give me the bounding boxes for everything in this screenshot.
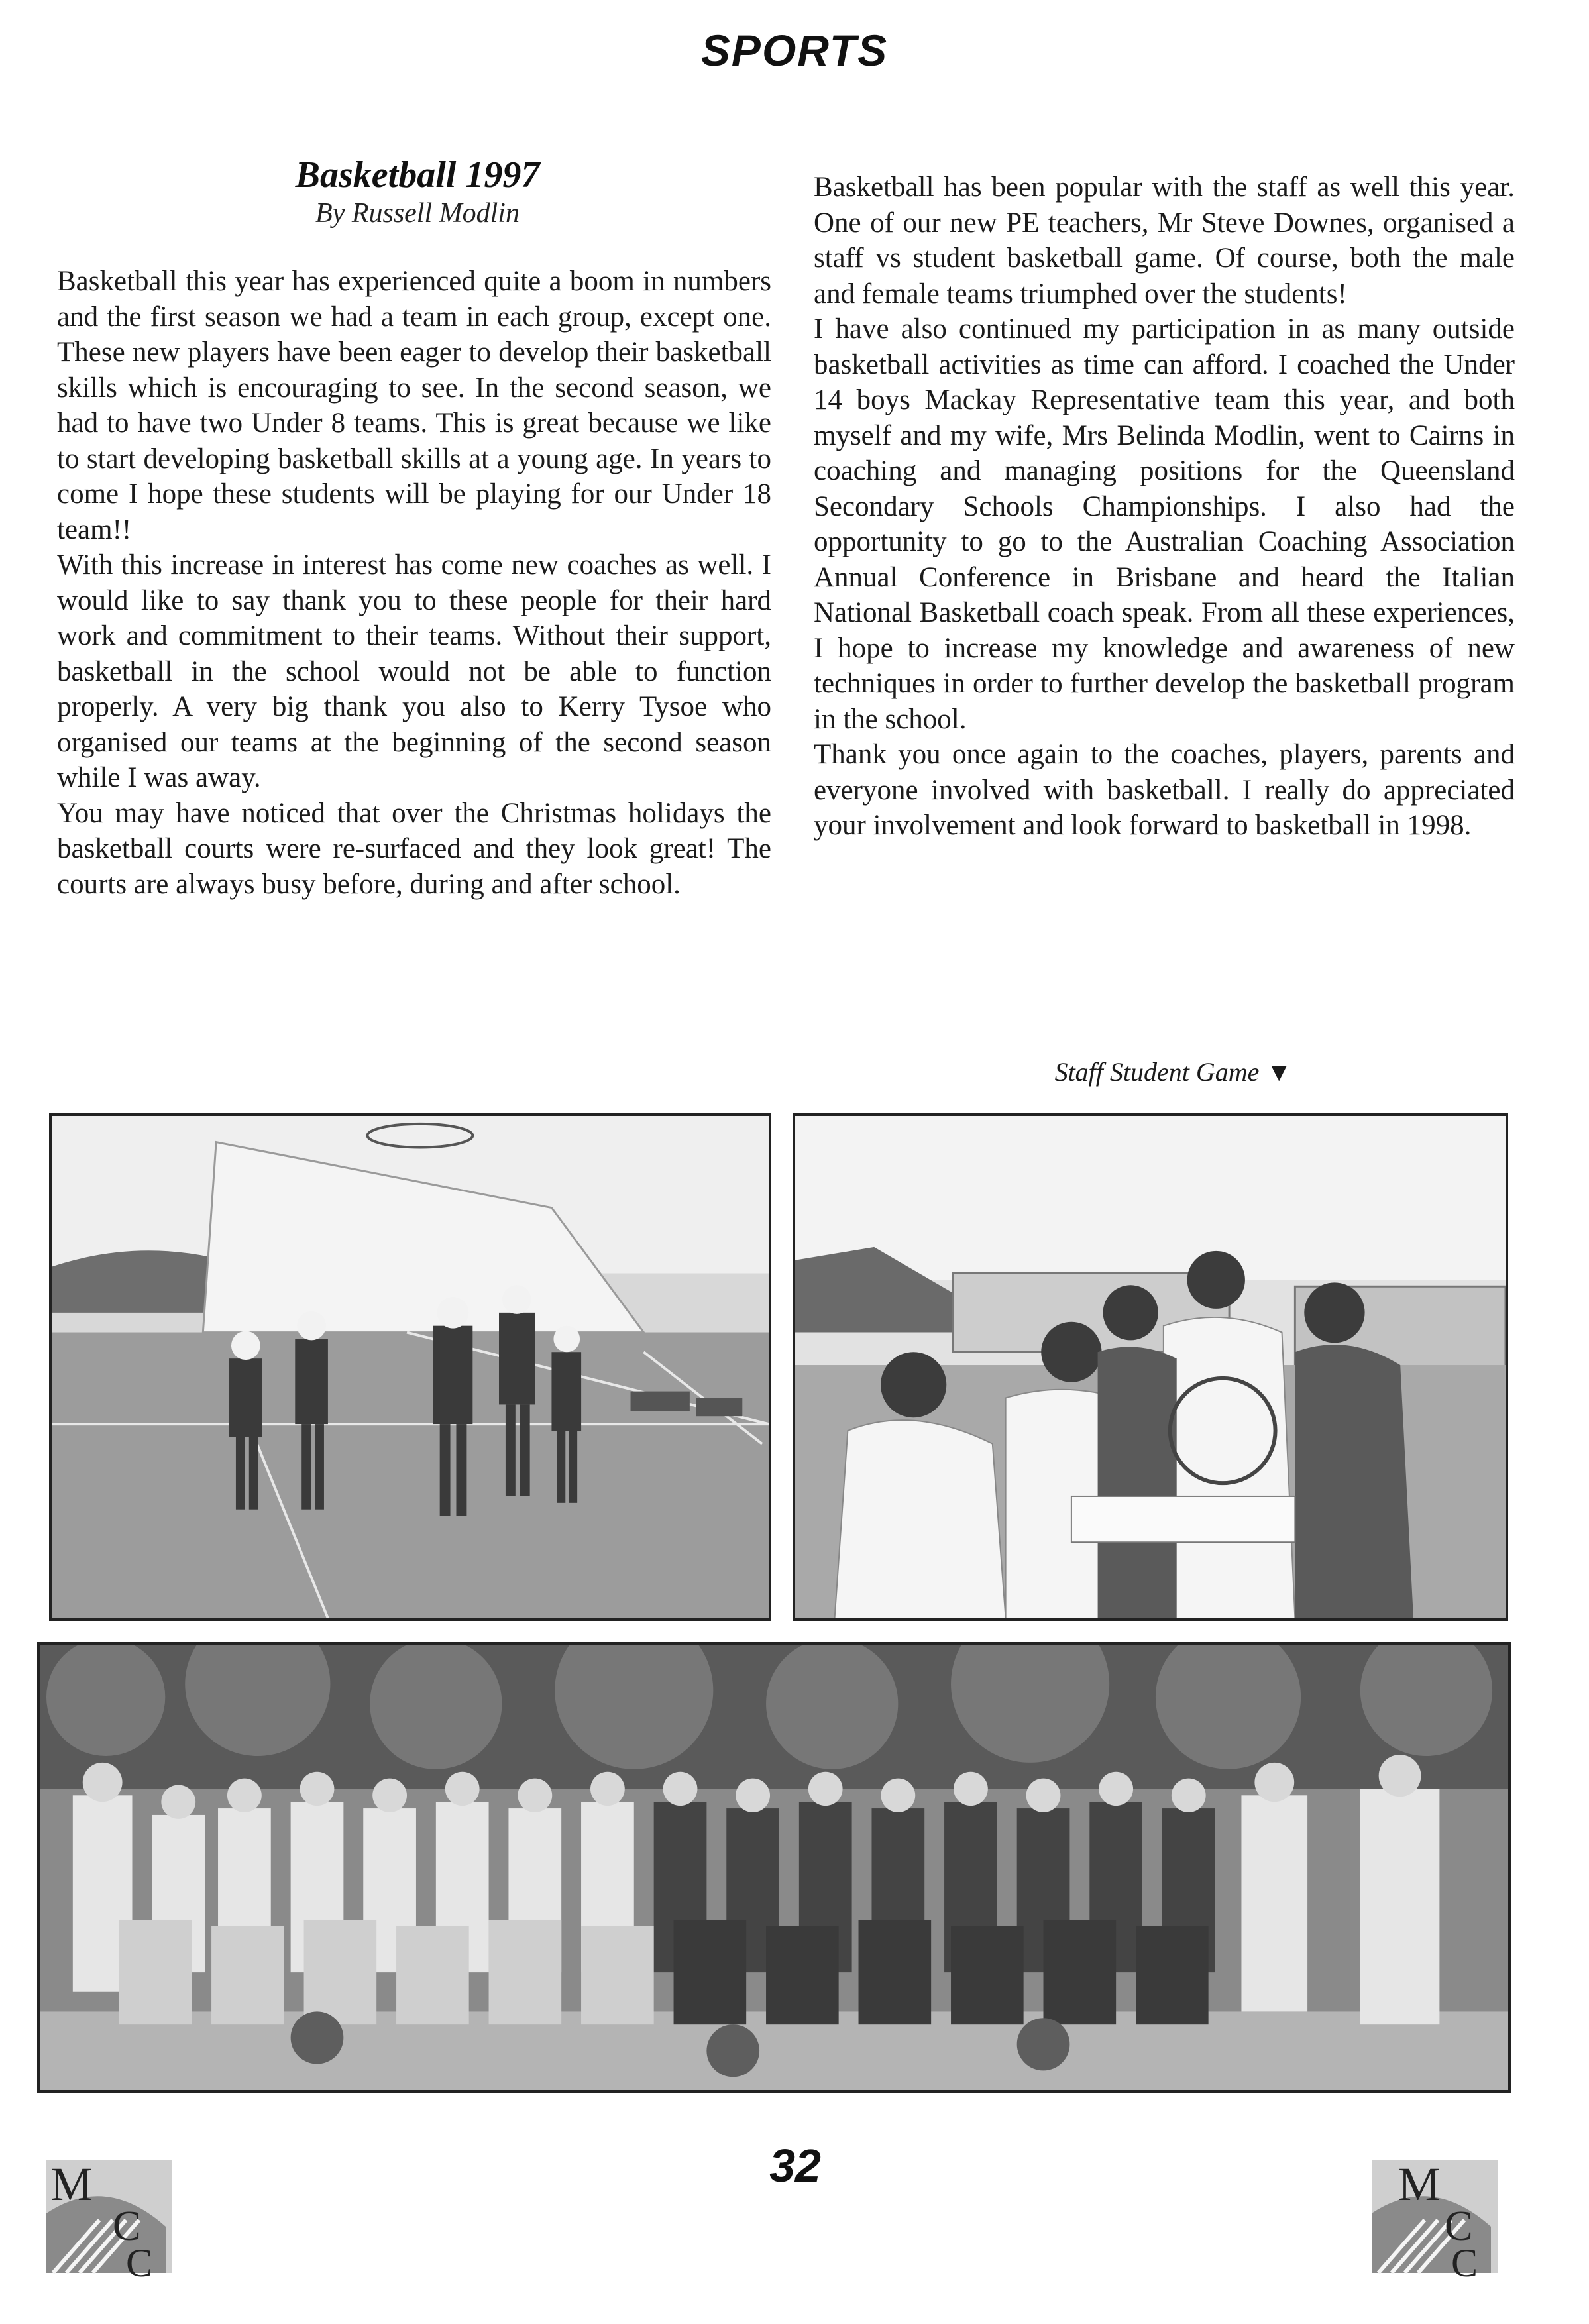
svg-text:C: C xyxy=(1451,2241,1478,2280)
article-paragraph: You may have noticed that over the Christmas holidays the basketball courts were re-surfaced and they look great! The courts are always busy before, during and after school. xyxy=(57,797,771,900)
court-game-photo xyxy=(49,1113,771,1621)
article-column-left xyxy=(57,264,771,902)
article-paragraph: With this increase in interest has come new coaches as well. I would like to say thank you to these people for their hard work and commitment to their teams. Without their support, basketball in the school would not be able to function properly. A very big thank you also to Kerry Tysoe who organised our teams at the beginning of the second season while I was away. xyxy=(57,549,771,793)
article-column-right xyxy=(814,170,1515,844)
photo-caption: Staff Student Game ▼ xyxy=(1054,1057,1292,1087)
mcc-logo-icon xyxy=(1358,2147,1504,2280)
article-byline: By Russell Modlin xyxy=(315,198,520,229)
svg-text:C: C xyxy=(1445,2202,1473,2249)
svg-text:M: M xyxy=(50,2158,93,2211)
article-paragraph: Basketball this year has experienced quite a boom in numbers and the first season we had a team in each group, except one. These new players have been eager to develop their basketball skills which is encouraging to see. In the second season, we had to have two Under 8 teams. This is great because we like to start developing basketball skills at a young age. In years to come I hope these students will be playing for our Under 18 team!! xyxy=(57,266,771,545)
team-group-photo xyxy=(37,1642,1511,2093)
mcc-logo-left xyxy=(33,2147,179,2280)
article-paragraph: Thank you once again to the coaches, players, parents and everyone involved with basketball. I really do appreciated your involvement and look forward to basketball in 1998. xyxy=(814,739,1515,841)
court-game-image xyxy=(52,1116,769,1618)
team-group-image xyxy=(40,1645,1508,2090)
svg-text:M: M xyxy=(1398,2158,1441,2211)
mcc-logo-right xyxy=(1358,2147,1504,2280)
article-paragraph: Basketball has been popular with the staff as well this year. One of our new PE teachers, Mr Steve Downes, organised a staff vs student basketball game. Of course, both the male and female teams triumphed over the students! xyxy=(814,172,1515,309)
svg-text:C: C xyxy=(113,2202,141,2249)
svg-text:C: C xyxy=(126,2241,153,2280)
page-number: 32 xyxy=(769,2140,821,2191)
staff-student-image xyxy=(795,1116,1506,1618)
article-paragraph: I have also continued my participation in as many outside basketball activities as time can afford. I coached the Under 14 boys Mackay Representative team this year, and both myself and my wife, Mrs Belinda Modlin, went to Cairns in coaching and managing positions for the Queensland Secondary Schools Championships. I also had the opportunity to go to the Australian Coaching Association Annual Conference in Brisbane and heard the Italian National Basketball coach speak. From all these experiences, I hope to increase my knowledge and awareness of new techniques in order to further develop the basketball program in the school. xyxy=(814,313,1515,735)
mcc-logo-icon xyxy=(33,2147,179,2280)
article-title: Basketball 1997 xyxy=(295,154,540,195)
staff-student-photo xyxy=(793,1113,1508,1621)
section-header: SPORTS xyxy=(700,26,889,75)
